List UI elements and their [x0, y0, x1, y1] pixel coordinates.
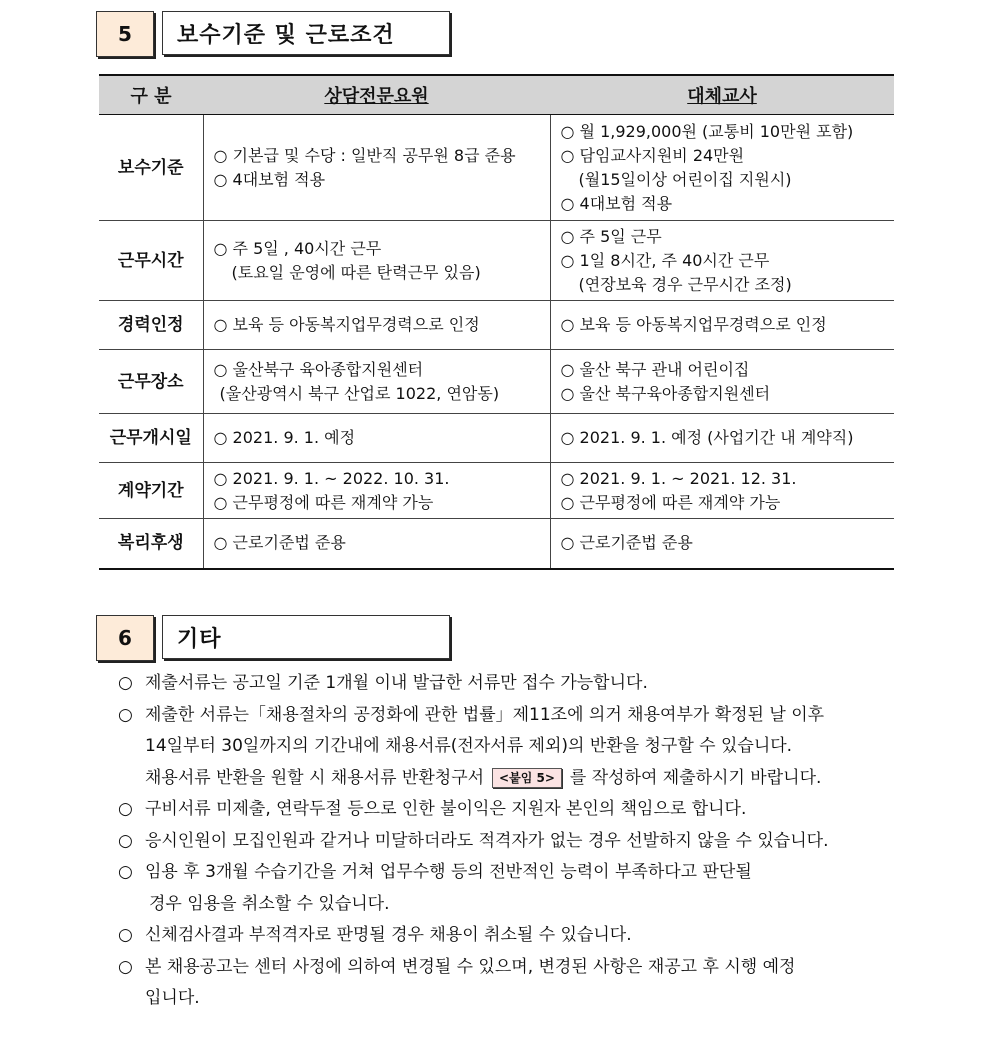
- cell-counselor: ○ 근로기준법 준용: [203, 519, 550, 569]
- table-row: [99, 519, 894, 569]
- notes-list: [118, 668, 908, 1015]
- cell-substitute: ○ 2021. 9. 1. ~ 2021. 12. 31. ○ 근무평정에 따른 재계약 가능: [550, 463, 894, 519]
- table-row: [99, 414, 894, 463]
- row-label: 근무장소: [99, 350, 203, 414]
- header-category: 구 분: [99, 75, 203, 115]
- list-item: ○ 제출한 서류는「채용절차의 공정화에 관한 법률」제11조에 의거 채용여부가 확정된 날 이후 14일부터 30일까지의 기간내에 채용서류(전자서류 제외)의 반환을 청구할 수 있습니다. 채용서류 반환을 원할 시 채용서류 반환청구서 <붙임 5> 를 작성하여 제출하시기 바랍니다.: [118, 700, 908, 795]
- list-item: ○ 응시인원이 모집인원과 같거나 미달하더라도 적격자가 없는 경우 선발하지 않을 수 있습니다.: [118, 826, 908, 858]
- cell-substitute: ○ 근로기준법 준용: [550, 519, 894, 569]
- row-label: 계약기간: [99, 463, 203, 519]
- table-row: [99, 350, 894, 414]
- cell-counselor: ○ 2021. 9. 1. ~ 2022. 10. 31. ○ 근무평정에 따른 재계약 가능: [203, 463, 550, 519]
- list-item: ○ 본 채용공고는 센터 사정에 의하여 변경될 수 있으며, 변경된 사항은 재공고 후 시행 예정 입니다.: [118, 952, 908, 1015]
- cell-substitute: ○ 2021. 9. 1. 예정 (사업기간 내 계약직): [550, 414, 894, 463]
- cell-substitute: ○ 울산 북구 관내 어린이집 ○ 울산 북구육아종합지원센터: [550, 350, 894, 414]
- bullet-icon: ○: [118, 862, 133, 882]
- cell-counselor: ○ 기본급 및 수당 : 일반직 공무원 8급 준용 ○ 4대보험 적용: [203, 115, 550, 221]
- list-item: ○ 구비서류 미제출, 연락두절 등으로 인한 불이익은 지원자 본인의 책임으로 합니다.: [118, 794, 908, 826]
- section-5-number: 5: [96, 11, 154, 57]
- table-row: [99, 301, 894, 350]
- list-item: ○ 임용 후 3개월 수습기간을 거쳐 업무수행 등의 전반적인 능력이 부족하다고 판단될 경우 임용을 취소할 수 있습니다.: [118, 857, 908, 920]
- cell-counselor: ○ 울산북구 육아종합지원센터 (울산광역시 북구 산업로 1022, 연암동): [203, 350, 550, 414]
- table-header-row: [99, 75, 894, 115]
- row-label: 보수기준: [99, 115, 203, 221]
- list-item: ○ 제출서류는 공고일 기준 1개월 이내 발급한 서류만 접수 가능합니다.: [118, 668, 908, 700]
- table-row: [99, 115, 894, 221]
- employment-conditions-table: [99, 74, 894, 570]
- row-label: 근무개시일: [99, 414, 203, 463]
- cell-substitute: ○ 보육 등 아동복지업무경력으로 인정: [550, 301, 894, 350]
- cell-substitute: ○ 주 5일 근무 ○ 1일 8시간, 주 40시간 근무 (연장보육 경우 근무시간 조정): [550, 221, 894, 301]
- attachment-5-tag: <붙임 5>: [492, 768, 562, 788]
- bullet-icon: ○: [118, 830, 133, 851]
- bullet-icon: ○: [118, 956, 133, 977]
- header-counselor: 상담전문요원: [203, 75, 550, 115]
- bullet-icon: ○: [118, 925, 133, 945]
- table-row: [99, 221, 894, 301]
- table-row: [99, 463, 894, 519]
- cell-counselor: ○ 주 5일 , 40시간 근무 (토요일 운영에 따른 탄력근무 있음): [203, 221, 550, 301]
- section-6-title: 기타: [162, 615, 450, 659]
- row-label: 복리후생: [99, 519, 203, 569]
- cell-counselor: ○ 2021. 9. 1. 예정: [203, 414, 550, 463]
- cell-substitute: ○ 월 1,929,000원 (교통비 10만원 포함) ○ 담임교사지원비 24만원 (월15일이상 어린이집 지원시) ○ 4대보험 적용: [550, 115, 894, 221]
- bullet-icon: ○: [118, 673, 133, 693]
- row-label: 경력인정: [99, 301, 203, 350]
- header-substitute-teacher: 대체교사: [550, 75, 894, 115]
- bullet-icon: ○: [118, 704, 133, 725]
- list-item: ○ 신체검사결과 부적격자로 판명될 경우 채용이 취소될 수 있습니다.: [118, 920, 908, 952]
- bullet-icon: ○: [118, 799, 133, 819]
- row-label: 근무시간: [99, 221, 203, 301]
- section-5-title: 보수기준 및 근로조건: [162, 11, 450, 55]
- section-6-number: 6: [96, 615, 154, 661]
- cell-counselor: ○ 보육 등 아동복지업무경력으로 인정: [203, 301, 550, 350]
